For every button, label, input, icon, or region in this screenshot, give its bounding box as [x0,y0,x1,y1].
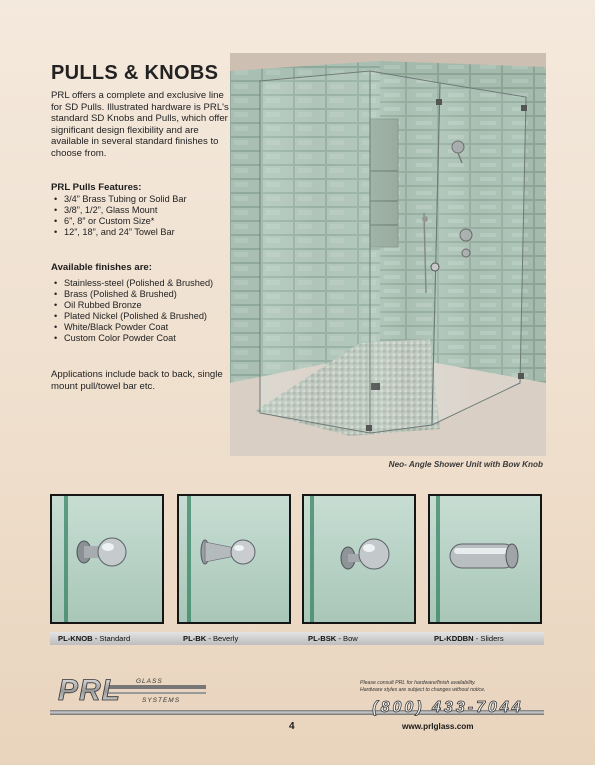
product-thumb-beverly [177,494,291,624]
page-number: 4 [289,721,295,732]
product-label-beverly: PL-BK - Beverly [183,634,239,643]
logo-systems: SYSTEMS [142,697,181,704]
logo-glass: GLASS [136,678,163,685]
footer-note-line1: Please consult PRL for hardware/finish availability. [360,680,476,686]
list-item: • Oil Rubbed Bronze [51,300,213,311]
footer-note [360,680,544,694]
product-thumb-bow [302,494,416,624]
page-title: PULLS & KNOBS [51,62,219,84]
list-item: • Plated Nickel (Polished & Brushed) [51,311,213,322]
prl-logo [58,672,208,706]
product-label-sliders: PL-KDDBN - Sliders [434,634,504,643]
list-item: • Stainless-steel (Polished & Brushed) [51,278,213,289]
list-item: • White/Black Powder Coat [51,322,213,333]
knob-standard-image [52,496,162,622]
shower-illustration [230,53,546,456]
slider-pull-image [430,496,540,622]
product-thumb-knob-standard [50,494,164,624]
list-item: • 6”, 8” or Custom Size* [51,216,187,227]
product-label-bow: PL-BSK - Bow [308,634,358,643]
shower-photo [230,53,546,456]
product-labels-bar [50,632,544,645]
list-item: • 12”, 18”, and 24” Towel Bar [51,227,187,238]
phone-number: (800) 433-7044 [372,699,524,716]
knob-beverly-image [179,496,289,622]
logo-graphic [58,672,208,706]
intro-paragraph: PRL offers a complete and exclusive line for SD Pulls. Illustrated hardware is PRL's standard SD Knobs and Pulls, which offer significant design flexibility and are available in several standard finishes to choose from. [51,90,229,159]
photo-caption: Neo- Angle Shower Unit with Bow Knob [388,460,543,469]
features-heading: PRL Pulls Features: [51,182,142,193]
logo-text: PRL [58,674,121,706]
features-list [51,194,187,238]
product-thumb-sliders [428,494,542,624]
list-item: • 3/8”, 1/2”, Glass Mount [51,205,187,216]
list-item: • Brass (Polished & Brushed) [51,289,213,300]
finishes-list [51,278,213,345]
list-item: • Custom Color Powder Coat [51,333,213,344]
list-item: • 3/4” Brass Tubing or Solid Bar [51,194,187,205]
finishes-heading: Available finishes are: [51,262,152,273]
knob-bow-image [304,496,414,622]
website-link[interactable]: www.prlglass.com [402,722,474,731]
applications-paragraph: Applications include back to back, single mount pull/towel bar etc. [51,369,223,392]
footer-note-line2: Hardware styles are subject to changes without notice. [360,687,486,693]
product-label-knob: PL-KNOB - Standard [58,634,131,643]
